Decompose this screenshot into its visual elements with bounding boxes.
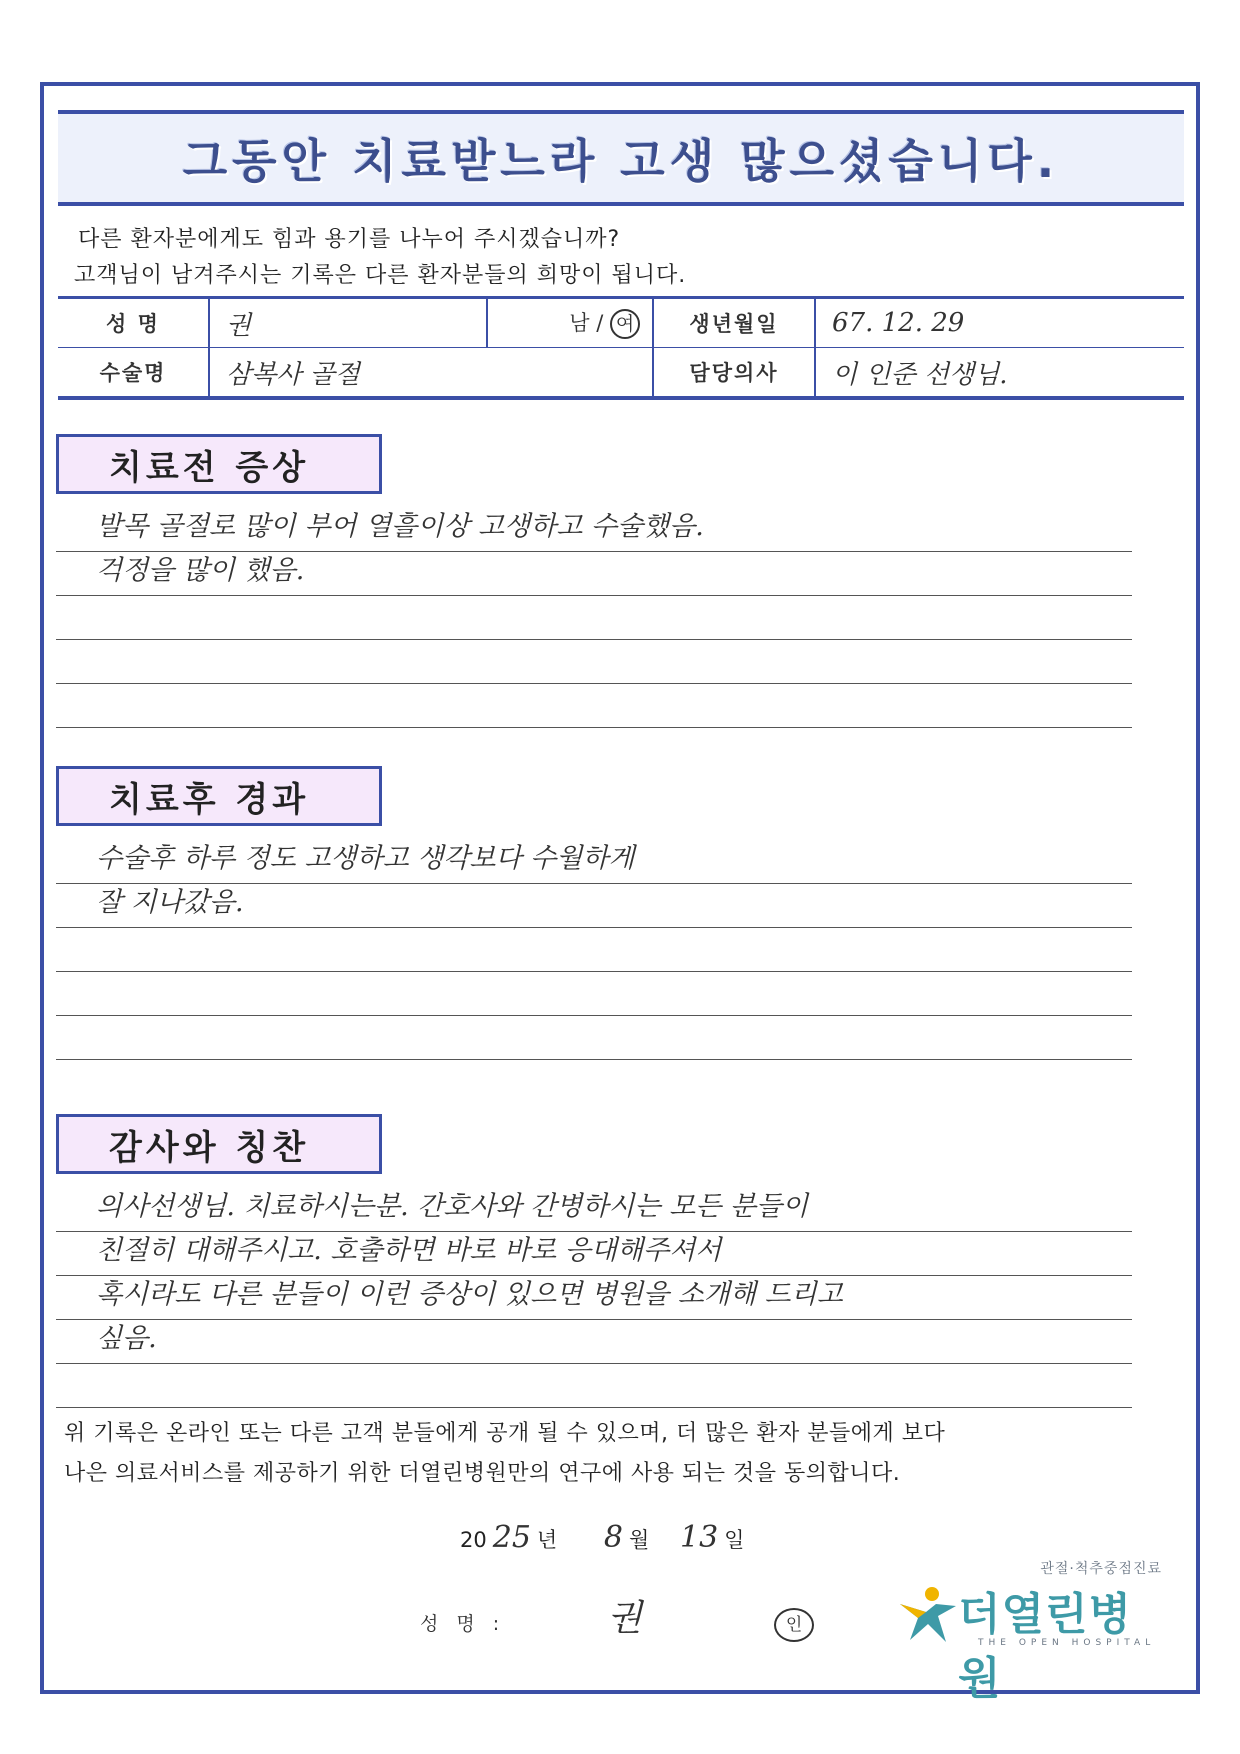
intro-text — [74, 222, 687, 294]
date-day: 13 — [679, 1520, 719, 1555]
seal-mark: 인 — [774, 1608, 814, 1642]
gender-female-circled: 여 — [610, 309, 640, 339]
before-lines — [56, 508, 1132, 728]
birth-value: 67. 12. 29 — [815, 298, 1184, 348]
thanks-line — [56, 1364, 1132, 1408]
page-title: 그동안 치료받느라 고생 많으셨습니다. — [182, 134, 1060, 188]
date-prefix: 20 — [460, 1528, 487, 1552]
logo-subtitle: 관절·척추중점진료 — [1040, 1561, 1162, 1577]
date-year: 25 — [492, 1520, 531, 1555]
patient-info-table — [58, 296, 1184, 400]
date-year-unit: 년 — [536, 1528, 558, 1552]
after-line — [56, 928, 1132, 972]
date-field — [460, 1520, 744, 1555]
after-lines — [56, 840, 1132, 1060]
before-line — [56, 596, 1132, 640]
surgery-value: 삼복사 골절 — [209, 348, 653, 399]
intro-line-2: 고객님이 남겨주시는 기록은 다른 환자분들의 희망이 됩니다. — [74, 263, 687, 288]
logo-name: 더열린병원 — [958, 1589, 1133, 1704]
thanks-line: 의사선생님. 치료하시는분. 간호사와 간병하시는 모든 분들이 — [56, 1188, 1132, 1232]
person-star-icon — [896, 1584, 960, 1648]
section-heading-thanks: 감사와 칭찬 — [56, 1114, 382, 1174]
logo-english: THE OPEN HOSPITAL — [978, 1638, 1156, 1648]
before-line — [56, 684, 1132, 728]
signature-value: 권 — [607, 1598, 643, 1639]
consent-line-2: 나은 의료서비스를 제공하기 위한 더열린병원만의 연구에 사용 되는 것을 동의합니다. — [64, 1461, 901, 1486]
doctor-value: 이 인준 선생님. — [815, 348, 1184, 399]
before-line — [56, 640, 1132, 684]
thanks-line: 싶음. — [56, 1320, 1132, 1364]
doctor-label: 담당의사 — [653, 348, 815, 399]
after-line: 수술후 하루 정도 고생하고 생각보다 수월하게 — [56, 840, 1132, 884]
intro-line-1: 다른 환자분에게도 힘과 용기를 나누어 주시겠습니까? — [78, 227, 621, 252]
date-month: 8 — [603, 1520, 623, 1555]
after-line: 잘 지나갔음. — [56, 884, 1132, 928]
after-line — [56, 1016, 1132, 1060]
gender-male-label: 남 / — [569, 311, 604, 335]
thanks-lines — [56, 1188, 1132, 1408]
gender-field — [487, 298, 653, 348]
before-line: 걱정을 많이 했음. — [56, 552, 1132, 596]
title-banner — [58, 110, 1184, 206]
before-line: 발목 골절로 많이 부어 열흘이상 고생하고 수술했음. — [56, 508, 1132, 552]
date-day-unit: 일 — [724, 1528, 745, 1552]
hospital-logo — [896, 1558, 1166, 1704]
birth-label: 생년월일 — [653, 298, 815, 348]
name-value: 권 — [209, 298, 487, 348]
consent-line-1: 위 기록은 온라인 또는 다른 고객 분들에게 공개 될 수 있으며, 더 많은 환자 분들에게 보다 — [64, 1421, 946, 1446]
date-month-unit: 월 — [629, 1528, 650, 1552]
name-label: 성 명 — [58, 298, 209, 348]
thanks-line: 친절히 대해주시고. 호출하면 바로 바로 응대해주셔서 — [56, 1232, 1132, 1276]
consent-text — [64, 1414, 945, 1494]
surgery-label: 수술명 — [58, 348, 209, 399]
after-line — [56, 972, 1132, 1016]
signature-label: 성 명 : — [420, 1613, 506, 1635]
thanks-line: 혹시라도 다른 분들이 이런 증상이 있으면 병원을 소개해 드리고 — [56, 1276, 1132, 1320]
section-heading-after: 치료후 경과 — [56, 766, 382, 826]
signature-field — [420, 1590, 814, 1642]
section-heading-before: 치료전 증상 — [56, 434, 382, 494]
